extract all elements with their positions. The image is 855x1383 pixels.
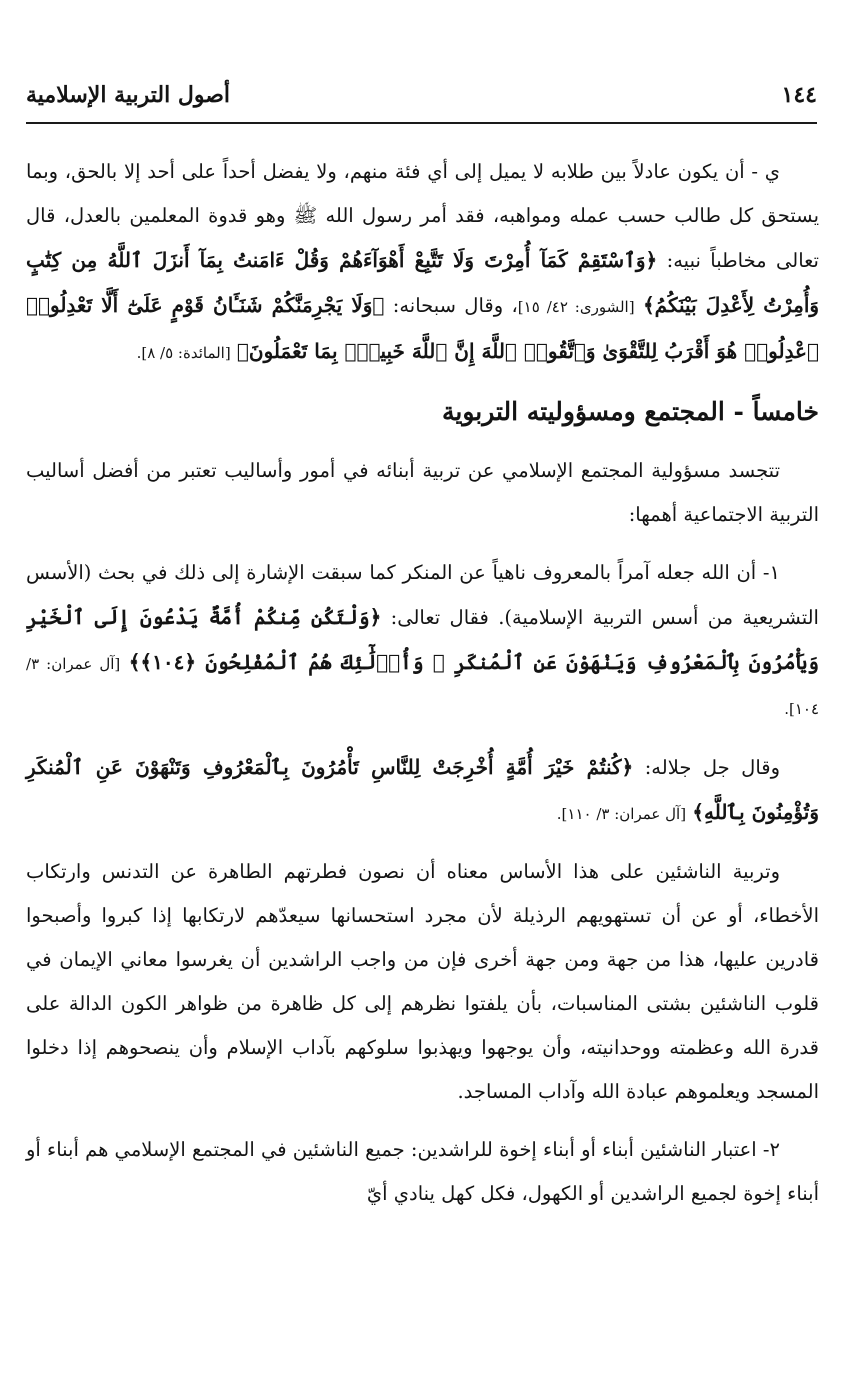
paragraph-item-2: ٢- اعتبار الناشئين أبناء أو أبناء إخوة للراشدين: جميع الناشئين في المجتمع الإسلامي هم أبناء أو أبناء إخوة لجميع الراشدين أو الكهول، فكل كهل ينادي أيّ [26,1138,819,1205]
paragraph-text: وقال جل جلاله: [644,756,780,779]
page-number: ١٤٤ [781,82,817,108]
verse-reference: [الشورى: ٤٢/ ١٥] [517,298,635,316]
quran-verse: ﴿وَٱسْتَقِمْ كَمَآ أُمِرْتَ وَلَا تَتَّبِعْ أَهْوَآءَهُمْ وَقُلْ ءَامَنتُ بِمَآ أَنزَلَ ٱللَّهُ مِن كِتَٰبٍ وَأُمِرْتُ لِأَعْدِلَ بَيْنَكُمُ﴾ [26,248,820,317]
quran-verse: ﴿وَلَا يَجْرِمَنَّكُمْ شَنَـَٔانُ قَوْمٍ عَلَىٰٓ أَلَّا تَعْدِلُوا۟ ٱعْدِلُوا۟ هُوَ أَقْرَبُ لِلتَّقْوَىٰ وَٱتَّقُوا۟ ٱللَّهَ إِنَّ ٱللَّهَ خَبِيرٌۢ بِمَا تَعْمَلُونَ﴾ [26,293,819,363]
verse-reference: [آل عمران: ٣/ ١٠٤]. [26,655,819,718]
paragraph-text: ي - أن يكون عادلاً بين طلابه لا يميل إلى أي فئة منهم، ولا يفضل أحداً على أحد إلا بالحق، وبما يستحق كل طالب حسب عمله ومواهبه، فقد أمر رسول الله ﷺ وهو قدوة المعلمين بالعدل، قال تعالى مخاطباً نبيه: [26,160,819,272]
verse-reference: [المائدة: ٥/ ٨]. [136,344,231,362]
paragraph-item-1 [26,551,819,731]
page-header [26,82,817,124]
paragraph-upbringing: وتربية الناشئين على هذا الأساس معناه أن نصون فطرتهم الطاهرة عن التدنس وارتكاب الأخطاء، أو عن أن تستهويهم الرذيلة لأن مجرد استحسانها سيعدّهم لارتكابها إذا كبروا وأصبحوا قادرين عليها، هذا من جهة ومن جهة أخرى فإن من واجب الراشدين أن يغرسوا معاني الإيمان في قلوب الناشئين بشتى المناسبات، بأن يلفتوا نظرهم إلى كل ظاهرة من ظواهر الكون الدالة على قدرة الله وعظمته ووحدانيته، وأن يوجهوا ويهذبوا سلوكهم بآداب الإسلام وأن ينصحوهم إذا دخلوا المسجد ويعلموهم عبادة الله وآداب المساجد. [26,860,819,1103]
quran-verse: ﴿وَلْتَكُن مِّنكُمْ أُمَّةٌ يَدْعُونَ إِلَى ٱلْخَيْرِ وَيَأْمُرُونَ بِٱلْمَعْرُوفِ وَيَنْهَوْنَ عَنِ ٱلْمُنكَرِ ۚ وَأُو۟لَٰٓئِكَ هُمُ ٱلْمُفْلِحُونَ ﴿١٠٤﴾﴾ [26,605,820,674]
verse-reference: [آل عمران: ٣/ ١١٠]. [556,805,687,823]
quran-verse: ﴿كُنتُمْ خَيْرَ أُمَّةٍ أُخْرِجَتْ لِلنَّاسِ تَأْمُرُونَ بِٱلْمَعْرُوفِ وَتَنْهَوْنَ عَنِ ٱلْمُنكَرِ وَتُؤْمِنُونَ بِٱللَّهِ﴾ [26,755,819,824]
paragraph-text: ١- أن الله جعله آمراً بالمعروف ناهياً عن المنكر كما سبقت الإشارة إلى ذلك في بحث (الأسس التشريعية من أسس التربية الإسلامية). فقال تعالى: [26,561,819,629]
paragraph-intro: تتجسد مسؤولية المجتمع الإسلامي عن تربية أبنائه في أمور وأساليب تعتبر من أفضل أساليب التربية الاجتماعية أهمها: [26,459,819,526]
paragraph-teacher-justice [26,150,819,375]
paragraph-verse-2 [26,745,819,836]
page-body [26,150,819,1230]
paragraph-text: ، وقال سبحانه: [392,294,518,317]
section-heading: خامساً - المجتمع ومسؤوليته التربوية [441,397,819,426]
book-title: أصول التربية الإسلامية [26,82,231,108]
